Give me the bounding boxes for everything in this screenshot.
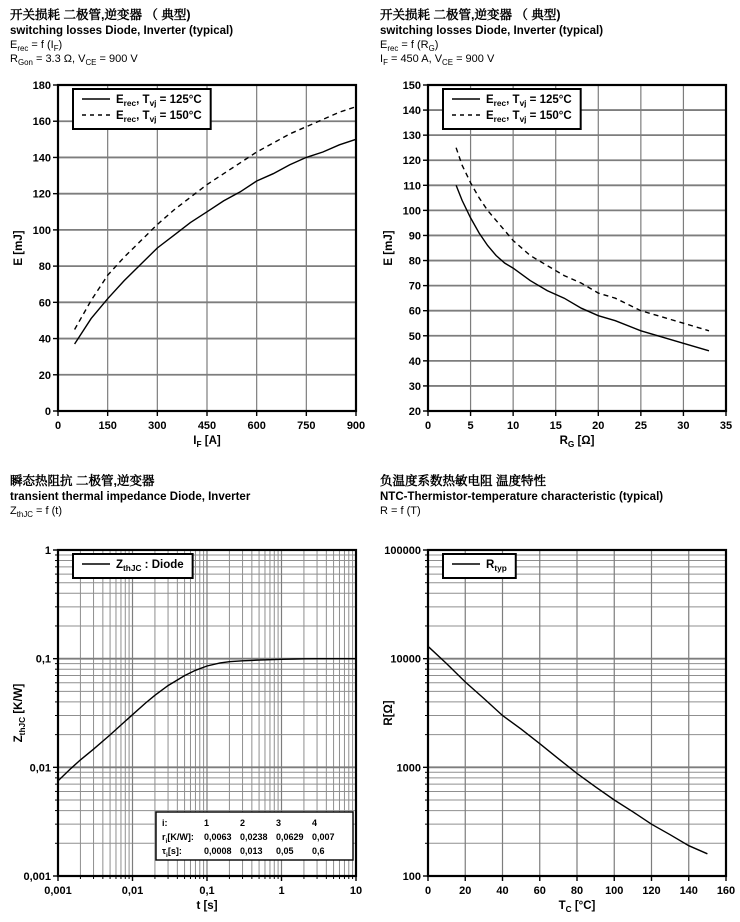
erec-vs-rg-chart: [380, 75, 734, 457]
svg-text:1: 1: [278, 885, 285, 898]
plot-area: [13, 80, 365, 449]
svg-text:0,01: 0,01: [29, 762, 51, 775]
svg-text:60: 60: [408, 305, 421, 318]
svg-text:40: 40: [496, 885, 509, 898]
major-grid: [58, 85, 356, 411]
chart-formula: $E_{rec} = f$ $(I_F)$: [10, 39, 63, 54]
axis-ticks: [384, 545, 735, 897]
svg-text:0,1: 0,1: [35, 653, 51, 666]
major-grid: [428, 85, 726, 411]
svg-text:0,001: 0,001: [44, 885, 72, 898]
chart-formula: $E_{rec} = f$ $(R_G)$: [380, 39, 439, 54]
svg-text:450: 450: [197, 419, 217, 432]
chart-header: [380, 474, 740, 532]
legend: [443, 89, 581, 129]
svg-text:0,0063: 0,0063: [204, 832, 232, 843]
svg-text:100000: 100000: [384, 545, 421, 558]
svg-text:80: 80: [408, 255, 421, 268]
plot-area: [383, 80, 732, 449]
chart-conditions: $I_F = 450$ A, $V_{CE} = 900$ V: [380, 53, 495, 68]
chart-title-en: NTC-Thermistor-temperature characteristic (typical): [380, 490, 664, 503]
svg-text:0,1: 0,1: [199, 885, 215, 898]
svg-text:120: 120: [32, 188, 51, 201]
svg-text:80: 80: [38, 260, 51, 273]
svg-text:100: 100: [402, 871, 421, 884]
svg-text:300: 300: [148, 419, 167, 432]
svg-text:Erec, Tvj = 150°C: $E_{rec}$, $T_{vj} = 150^\circ C$: [486, 109, 572, 124]
svg-text:ZthJC : Diode: $Z_{thJC}$ : Diode: [116, 559, 184, 574]
curve-0: [428, 647, 707, 855]
svg-text:3: 3: [276, 818, 282, 829]
svg-text:4: 4: [312, 818, 318, 829]
plot-frame: [428, 85, 726, 411]
svg-text:40: 40: [38, 333, 51, 346]
ntc-chart: [380, 540, 734, 922]
thermal-model-table: [156, 812, 353, 860]
y-axis-title: R[Ω]: [383, 700, 395, 726]
svg-text:25: 25: [634, 419, 647, 432]
svg-text:20: 20: [459, 885, 472, 898]
svg-text:150: 150: [402, 79, 421, 92]
svg-text:130: 130: [402, 129, 421, 142]
svg-text:5: 5: [467, 419, 474, 432]
svg-text:10: 10: [507, 419, 520, 432]
chart-title-en: switching losses Diode, Inverter (typical): [10, 24, 234, 37]
chart-title-cn: 开关损耗 二极管,逆变器 （ 典型): [10, 8, 191, 22]
chart-panel-ntc: [370, 458, 740, 915]
svg-text:160: 160: [32, 115, 51, 128]
svg-text:Erec, Tvj = 125°C: $E_{rec}$, $T_{vj} = 125^\circ C$: [486, 93, 572, 108]
svg-text:140: 140: [32, 152, 51, 165]
svg-text:120: 120: [402, 154, 421, 167]
svg-text:600: 600: [247, 419, 266, 432]
axis-ticks: [33, 80, 366, 432]
svg-text:150: 150: [98, 419, 117, 432]
svg-text:50: 50: [408, 330, 421, 343]
svg-text:40: 40: [408, 355, 421, 368]
y-axis-title: $Z_{thJC}$ [K/W]: [13, 683, 27, 743]
svg-text:20: 20: [408, 405, 421, 418]
svg-text:1: 1: [204, 818, 210, 829]
svg-text:900: 900: [346, 419, 366, 432]
svg-text:2: 2: [240, 818, 246, 829]
svg-text:20: 20: [592, 419, 605, 432]
svg-text:20: 20: [38, 369, 51, 382]
svg-text:160: 160: [716, 885, 736, 898]
axis-ticks: [403, 80, 732, 432]
svg-text:0,0629: 0,0629: [276, 832, 304, 843]
x-axis-title: t [s]: [196, 900, 218, 913]
chart-conditions: [10, 518, 370, 532]
curve-1: [75, 106, 356, 329]
svg-text:Rtyp: $R_{typ}$: [486, 559, 507, 574]
chart-formula: R = f (T): [380, 505, 421, 517]
plot-area: [13, 545, 362, 912]
svg-text:0,0008: 0,0008: [204, 846, 232, 857]
svg-text:Erec, Tvj = 125°C: $E_{rec}$, $T_{vj} = 125^\circ C$: [116, 93, 202, 108]
svg-text:15: 15: [549, 419, 562, 432]
svg-text:100: 100: [402, 204, 421, 217]
svg-text:0,01: 0,01: [121, 885, 144, 898]
svg-text:0,001: 0,001: [23, 871, 51, 884]
svg-text:Erec, Tvj = 150°C: $E_{rec}$, $T_{vj} = 150^\circ C$: [116, 109, 202, 124]
chart-title-cn: 瞬态热阻抗 二极管,逆变器: [10, 474, 155, 488]
svg-text:0: 0: [424, 419, 432, 432]
svg-text:ri[K/W]:: $r_i[K/W]$:: [162, 832, 194, 846]
svg-text:140: 140: [679, 885, 698, 898]
chart-title-cn: 负温度系数热敏电阻 温度特性: [380, 474, 546, 488]
svg-text:0: 0: [424, 885, 432, 898]
x-axis-title: $I_F$ [A]: [193, 434, 221, 449]
major-grid: [428, 550, 726, 876]
curve-0: [75, 139, 356, 344]
svg-text:0,013: 0,013: [240, 846, 263, 857]
chart-formula: $Z_{thJC} = f$ (t): [10, 505, 63, 520]
x-axis-title: $R_G$ [Ω]: [559, 434, 595, 449]
legend: [443, 554, 516, 578]
chart-panel-erec-vs-rg: [370, 0, 740, 458]
svg-text:0: 0: [44, 405, 51, 418]
legend: [73, 554, 193, 578]
zthjc-chart: [10, 540, 364, 922]
svg-text:τi[s]:: $\tau_i[s]$:: [162, 846, 182, 860]
svg-text:60: 60: [38, 296, 51, 309]
svg-text:0: 0: [54, 419, 62, 432]
svg-text:750: 750: [297, 419, 316, 432]
y-axis-title: E [mJ]: [13, 230, 25, 266]
svg-text:110: 110: [403, 179, 421, 192]
svg-text:30: 30: [408, 380, 421, 393]
svg-text:0,6: 0,6: [312, 846, 325, 857]
svg-text:10: 10: [349, 885, 363, 898]
chart-header: [380, 8, 740, 67]
svg-text:i:: i:: [162, 818, 168, 829]
curve-1: [456, 147, 709, 330]
chart-conditions: [380, 518, 740, 532]
legend: [73, 89, 211, 129]
svg-text:100: 100: [605, 885, 624, 898]
svg-text:1000: 1000: [396, 762, 421, 775]
svg-text:180: 180: [32, 79, 51, 92]
svg-text:0,0238: 0,0238: [240, 832, 268, 843]
svg-text:10000: 10000: [390, 653, 421, 666]
svg-text:100: 100: [32, 224, 51, 237]
svg-text:80: 80: [570, 885, 584, 898]
svg-text:30: 30: [677, 419, 690, 432]
svg-text:140: 140: [402, 104, 421, 117]
x-axis-title: $T_C$ [°C]: [558, 900, 596, 915]
svg-text:70: 70: [408, 280, 421, 293]
svg-text:0,007: 0,007: [312, 832, 335, 843]
y-axis-title: E [mJ]: [383, 230, 395, 266]
chart-header: [10, 8, 370, 67]
chart-title-en: switching losses Diode, Inverter (typical): [380, 24, 604, 37]
chart-header: [10, 474, 370, 532]
chart-title-en: transient thermal impedance Diode, Inverter: [10, 490, 251, 503]
svg-text:1: 1: [44, 545, 51, 558]
plot-area: [383, 545, 735, 914]
svg-text:0,05: 0,05: [276, 846, 294, 857]
svg-text:60: 60: [533, 885, 546, 898]
chart-title-cn: 开关损耗 二极管,逆变器 （ 典型): [380, 8, 561, 22]
chart-panel-zthjc: [0, 458, 370, 912]
chart-conditions: $R_{Gon} = 3.3$ Ω, $V_{CE} = 900$ V: [10, 53, 138, 68]
svg-text:90: 90: [408, 230, 421, 243]
erec-vs-if-chart: [10, 75, 364, 457]
chart-panel-erec-vs-if: [0, 0, 370, 458]
svg-text:35: 35: [719, 419, 733, 432]
svg-text:120: 120: [642, 885, 661, 898]
